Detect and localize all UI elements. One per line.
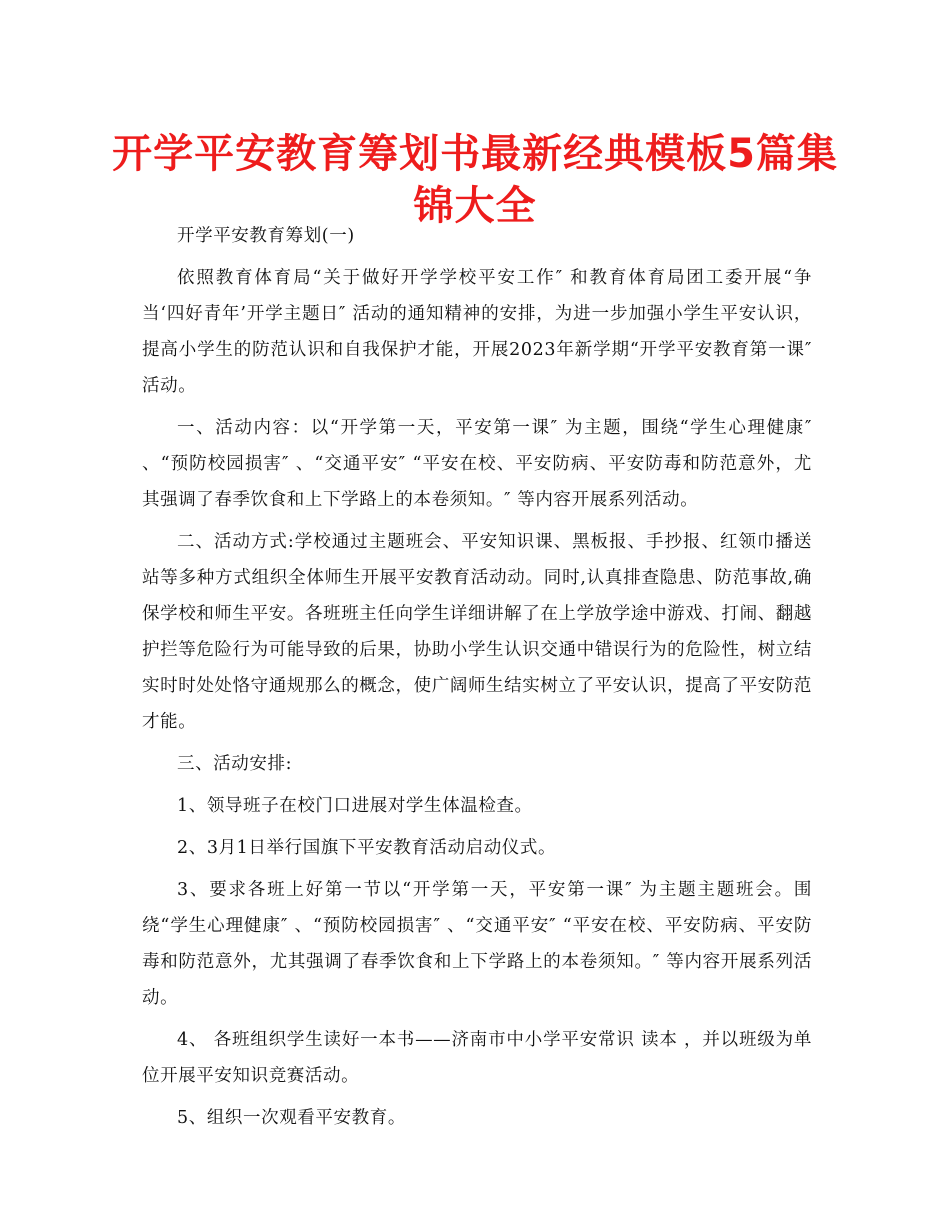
section-heading: 开学平安教育筹划(一) <box>177 226 355 246</box>
paragraph-activity-method: 二、活动方式:学校通过主题班会、平安知识课、黑板报、手抄报、红领巾播送站等多种方式组织全体师生开展平安教育活动动。同时,认真排查隐患、防范事故,确保学校和师生平安。各班班主任向学生详细讲解了在上学放学途中游戏、打闹、翻越护拦等危险行为可能导致的后果，协助小学生认识交通中错误行为的危险性，树立结实时时处处恪守通规那么的概念，使广阔师生结实树立了平安认识，提高了平安防范才能。 <box>142 532 812 732</box>
list-item: 1、领导班子在校门口进展对学生体温检查。 <box>177 796 533 816</box>
list-item: 5、组织一次观看平安教育。 <box>177 1108 406 1128</box>
document-body <box>142 218 812 1136</box>
list-item: 4、 各班组织学生读好一本书——济南市中小学平安常识 读本 ，并以班级为单位开展平安知识竞赛活动。 <box>142 1030 812 1086</box>
list-item: 2、3月1日举行国旗下平安教育活动启动仪式。 <box>177 838 557 858</box>
paragraph-intro: 依照教育体育局“关于做好开学学校平安工作″ 和教育体育局团工委开展“争当‘四好青年’开学主题日″ 活动的通知精神的安排，为进一步加强小学生平安认识，提高小学生的防范认识和自我保护才能，开展2023年新学期“开学平安教育第一课″ 活动。 <box>142 268 812 396</box>
document-title: 开学平安教育筹划书最新经典模板5篇集锦大全 <box>112 131 838 229</box>
paragraph-arrangement-heading: 三、活动安排: <box>177 754 293 774</box>
paragraph-activity-content: 一、活动内容：以“开学第一天，平安第一课″ 为主题，围绕“学生心理健康″ 、“预防校园损害″ 、“交通平安″ “平安在校、平安防病、平安防毒和防范意外，尤其强调了春季饮食和上下学路上的本卷须知。″ 等内容开展系列活动。 <box>142 418 812 510</box>
list-item: 3、要求各班上好第一节以“开学第一天，平安第一课″ 为主题主题班会。围绕“学生心理健康″ 、“预防校园损害″ 、“交通平安″ “平安在校、平安防病、平安防毒和防范意外，尤其强调了春季饮食和上下学路上的本卷须知。″ 等内容开展系列活动。 <box>142 880 812 1008</box>
